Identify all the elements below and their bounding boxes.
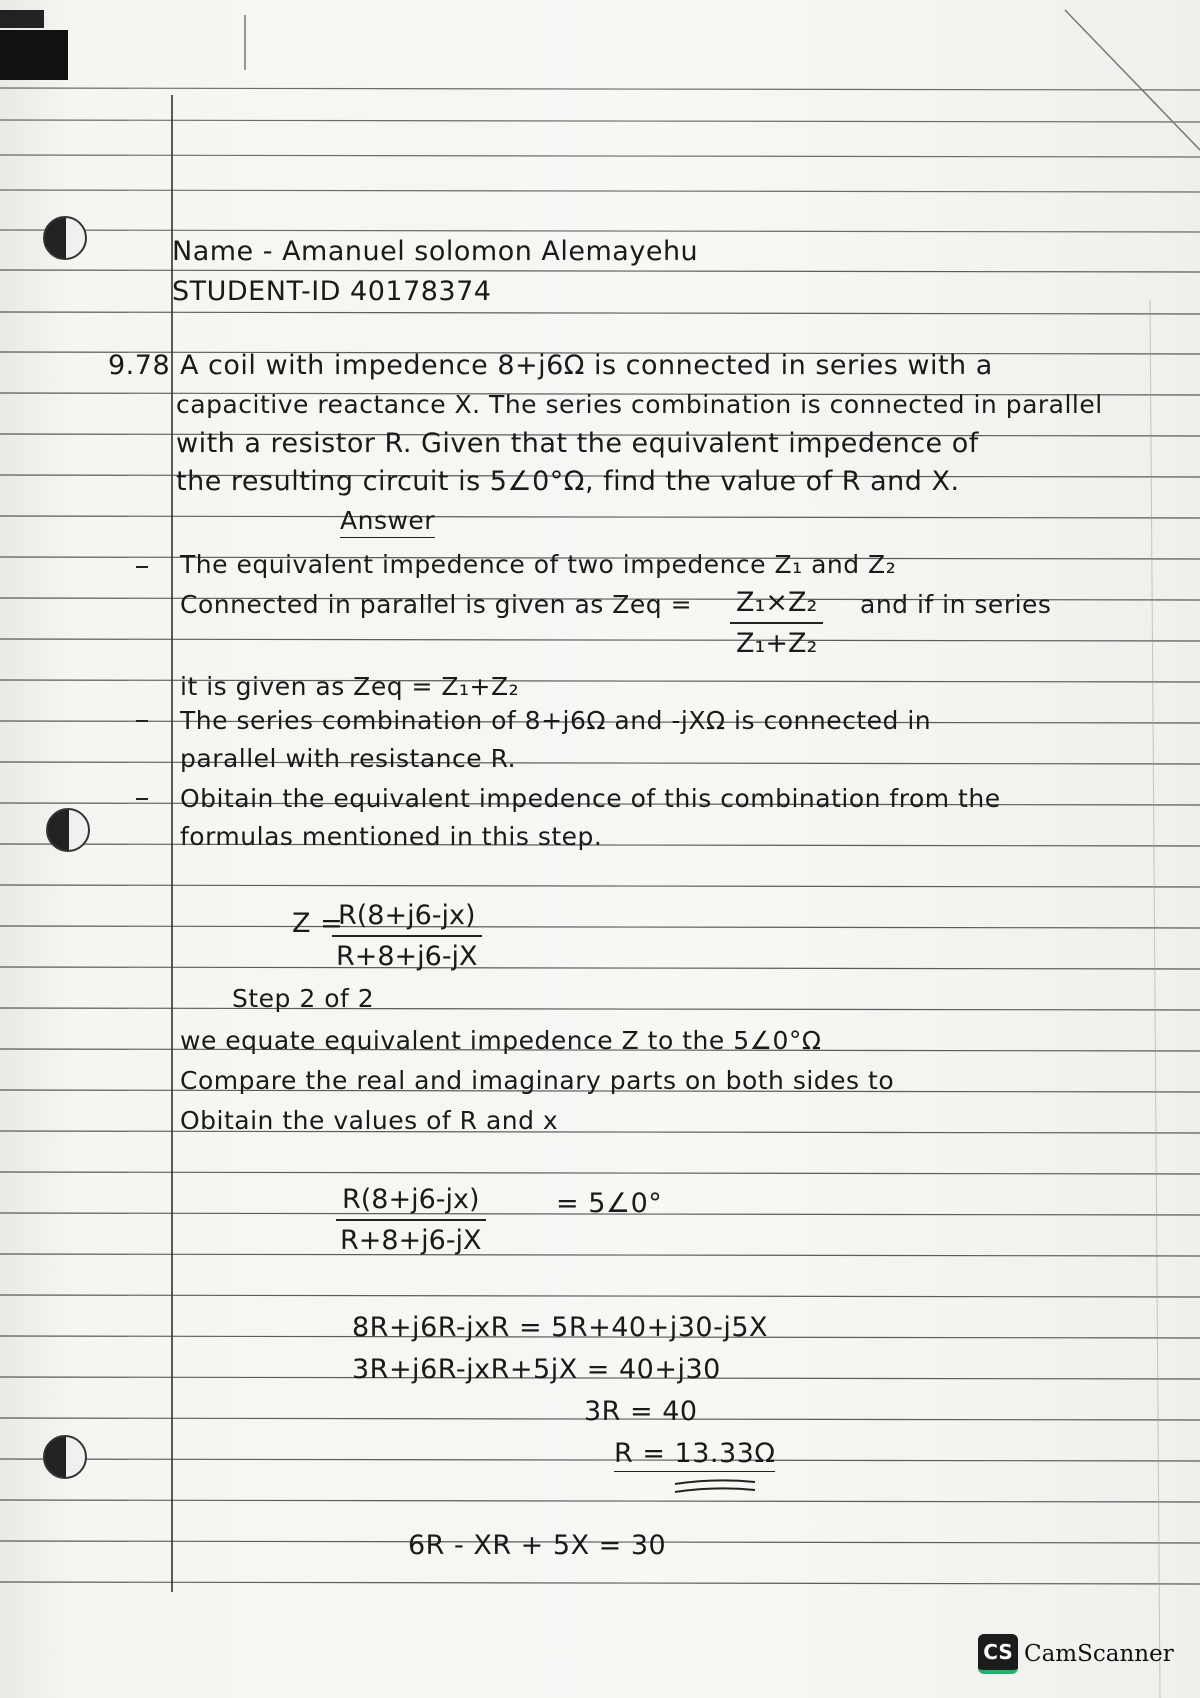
parallel-formula-denominator: Z₁+Z₂ (736, 628, 818, 659)
step2-line-3: Obitain the values of R and x (180, 1106, 559, 1135)
bullet-dash-2 (136, 720, 148, 722)
problem-line-2: capacitive reactance X. The series combination is connected in parallel (176, 390, 1103, 419)
answer-bullet1-tail: and if in series (860, 590, 1052, 619)
scan-corner-mark (0, 30, 68, 80)
problem-line-1: A coil with impedence 8+j6Ω is connected in series with a (180, 350, 993, 381)
work-line-5: 6R - XR + 5X = 30 (408, 1530, 667, 1561)
step2-line-1: we equate equivalent impedence Z to the 5∠0°Ω (180, 1026, 822, 1055)
answer-bullet2-line2: parallel with resistance R. (180, 744, 517, 773)
camscanner-logo-icon: CS (978, 1634, 1018, 1674)
eq1-numerator: R(8+j6-jx) (332, 900, 482, 937)
work-line-4-result: R = 13.33Ω (614, 1440, 775, 1467)
problem-line-4: the resulting circuit is 5∠0°Ω, find the value of R and X. (176, 466, 960, 497)
step2-heading: Step 2 of 2 (232, 984, 375, 1013)
camscanner-text: CamScanner (1024, 1641, 1174, 1667)
eq1-denominator: R+8+j6-jX (335, 941, 478, 972)
scan-edge-mark (0, 10, 44, 28)
eq2-numerator: R(8+j6-jx) (336, 1184, 486, 1221)
answer-heading: Answer (340, 508, 435, 533)
punch-hole-3 (43, 1435, 87, 1479)
parallel-formula-numerator: Z₁×Z₂ (730, 587, 823, 624)
eq2-fraction (336, 1184, 486, 1256)
work-line-1: 8R+j6R-jxR = 5R+40+j30-j5X (352, 1312, 768, 1343)
eq1-fraction (332, 900, 482, 972)
answer-bullet1-line1: The equivalent impedence of two impedence Z₁ and Z₂ (180, 550, 897, 579)
student-name: Name - Amanuel solomon Alemayehu (172, 236, 699, 267)
answer-bullet3-line2: formulas mentioned in this step. (180, 822, 603, 851)
answer-bullet1-line3: it is given as Zeq = Z₁+Z₂ (180, 672, 520, 701)
step2-line-2: Compare the real and imaginary parts on both sides to (180, 1066, 895, 1095)
answer-bullet1-line2: Connected in parallel is given as Zeq = (180, 590, 693, 619)
eq2-denominator: R+8+j6-jX (339, 1225, 482, 1256)
bullet-dash-3 (136, 798, 148, 800)
parallel-formula-fraction (730, 587, 823, 659)
answer-bullet2-line1: The series combination of 8+j6Ω and -jXΩ is connected in (180, 706, 932, 735)
problem-line-3: with a resistor R. Given that the equivalent impedence of (176, 428, 979, 459)
punch-hole-1 (43, 216, 87, 260)
eq2-rhs: = 5∠0° (556, 1188, 663, 1219)
problem-number: 9.78 (108, 350, 171, 381)
student-id: STUDENT-ID 40178374 (172, 276, 492, 307)
bullet-dash-1 (136, 566, 148, 568)
eq1-lhs: Z = (292, 908, 344, 939)
result-double-underline (670, 1478, 760, 1498)
camscanner-watermark (978, 1634, 1174, 1674)
punch-hole-2 (46, 808, 90, 852)
work-line-3: 3R = 40 (584, 1396, 698, 1427)
work-line-2: 3R+j6R-jxR+5jX = 40+j30 (352, 1354, 721, 1385)
answer-bullet3-line1: Obitain the equivalent impedence of this combination from the (180, 784, 1001, 813)
